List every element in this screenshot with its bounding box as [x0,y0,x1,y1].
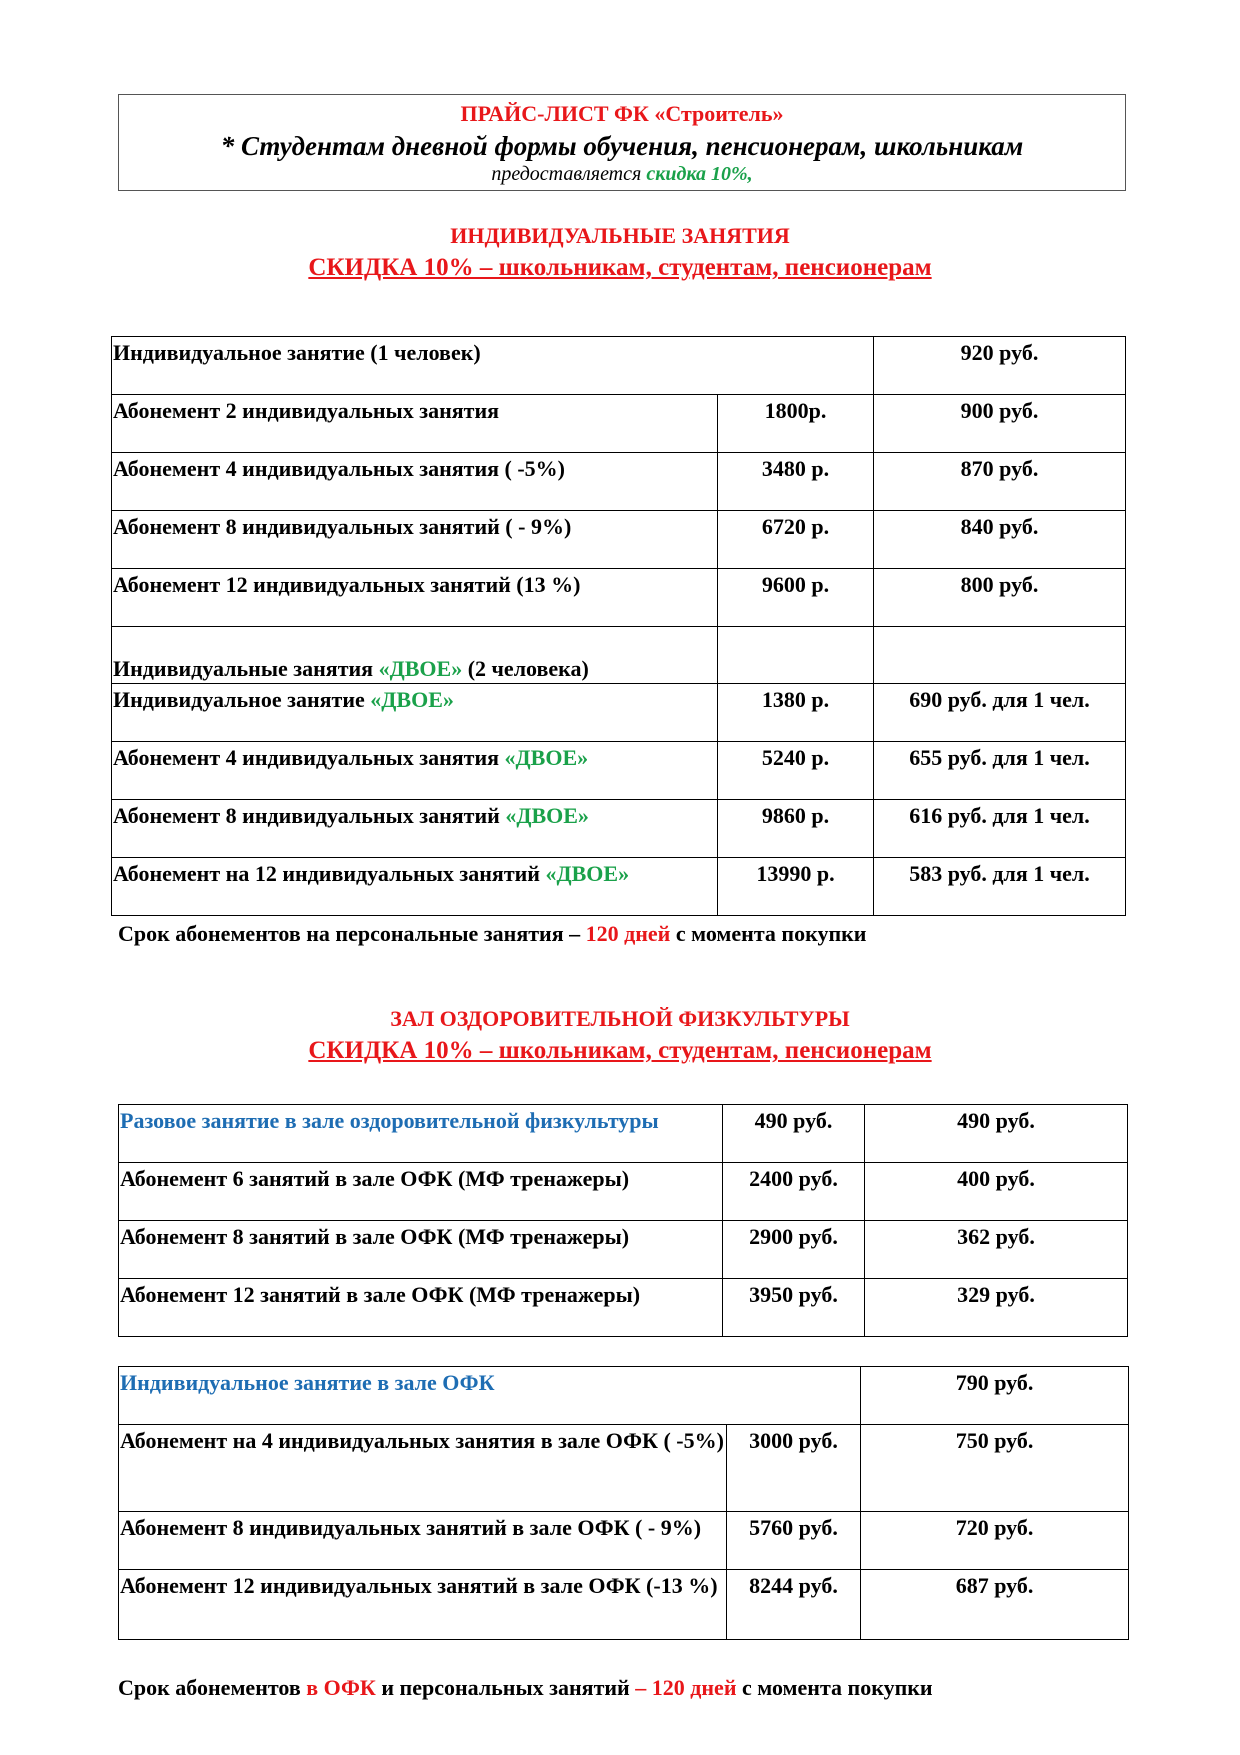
table-row [119,1163,1128,1221]
row-per-session: 362 руб. [865,1221,1128,1279]
row-label [112,858,718,916]
ofk-price-table [118,1104,1128,1337]
table-row [119,1570,1129,1640]
ofk-individual-price: 790 руб. [861,1367,1129,1425]
row-label-text: Индивидуальное занятие [113,687,371,712]
table-row [112,858,1126,916]
row-per-person: 690 руб. для 1 чел. [874,684,1126,742]
individual-price-table [111,336,1126,916]
row-per-session: 750 руб. [861,1425,1129,1512]
table-row [119,1105,1128,1163]
row-label: Абонемент 12 индивидуальных занятий в зале ОФК (-13 %) [119,1570,727,1640]
row-total: 5240 р. [718,742,874,800]
row-per-person: 655 руб. для 1 чел. [874,742,1126,800]
term-middle: и персональных занятий [375,1675,636,1700]
ofk-individual-label: Индивидуальное занятие в зале ОФК [119,1367,861,1425]
individual-section-title: ИНДИВИДУАЛЬНЫЕ ЗАНЯТИЯ [450,223,790,248]
table-row [119,1512,1129,1570]
row-total: 3000 руб. [727,1425,861,1512]
table-row [119,1279,1128,1337]
table-row [112,684,1126,742]
individual-term-note [118,921,866,947]
term-days: 120 дней [585,921,671,946]
ofk-discount: СКИДКА 10% – школьникам, студентам, пенсионерам [308,1037,932,1064]
duo-header-prefix: Индивидуальные занятия [113,656,379,681]
table-row [112,511,1126,569]
row-per-session: 687 руб. [861,1570,1129,1640]
duo-accent: «ДВОЕ» [545,861,630,886]
ofk-individual-table [118,1366,1129,1640]
row-per-session: 870 руб. [874,453,1126,511]
row-label: Абонемент 8 занятий в зале ОФК (МФ тренажеры) [119,1221,723,1279]
term-suffix: с момента покупки [736,1675,933,1700]
single-session-label: Индивидуальное занятие (1 человек) [112,337,874,395]
row-total: 2400 руб. [723,1163,865,1221]
term-ofk-accent: в ОФК [306,1675,376,1700]
row-label [112,800,718,858]
table-row [119,1425,1129,1512]
row-per-person: 616 руб. для 1 чел. [874,800,1126,858]
table-row [112,569,1126,627]
price-list-header [118,94,1126,191]
duo-header-suffix: (2 человека) [462,656,589,681]
term-suffix: с момента покупки [670,921,867,946]
row-total: 1800р. [718,395,874,453]
ofk-section-title: ЗАЛ ОЗДОРОВИТЕЛЬНОЙ ФИЗКУЛЬТУРЫ [390,1006,850,1031]
row-per-person: 583 руб. для 1 чел. [874,858,1126,916]
row-label-text: Абонемент 4 индивидуальных занятия [113,745,505,770]
row-label: Абонемент 12 индивидуальных занятий (13 %) [112,569,718,627]
table-row [112,800,1126,858]
row-total: 1380 р. [718,684,874,742]
row-label: Абонемент 8 индивидуальных занятий в зале ОФК ( - 9%) [119,1512,727,1570]
duo-accent: «ДВОЕ» [378,656,463,681]
table-row [112,453,1126,511]
row-total: 3950 руб. [723,1279,865,1337]
row-label: Абонемент на 4 индивидуальных занятия в зале ОФК ( -5%) [119,1425,727,1512]
ofk-term-note [118,1675,933,1701]
table-row [112,742,1126,800]
price-list-title: ПРАЙС-ЛИСТ ФК «Строитель» [460,101,784,126]
discount-note [119,163,1125,186]
row-label-text: Абонемент на 12 индивидуальных занятий [113,861,546,886]
row-total: 9860 р. [718,800,874,858]
row-total: 8244 руб. [727,1570,861,1640]
discount-note-prefix: предоставляется [491,163,647,185]
row-label-text: Абонемент 8 индивидуальных занятий [113,803,506,828]
row-label: Абонемент 4 индивидуальных занятия ( -5%) [112,453,718,511]
row-per-session: 900 руб. [874,395,1126,453]
row-total: 490 руб. [723,1105,865,1163]
single-session-price: 920 руб. [874,337,1126,395]
row-per-session: 800 руб. [874,569,1126,627]
empty-cell [718,627,874,684]
row-label [112,684,718,742]
duo-accent: «ДВОЕ» [504,745,589,770]
row-label: Разовое занятие в зале оздоровительной физкультуры [119,1105,723,1163]
individual-discount: СКИДКА 10% – школьникам, студентам, пенсионерам [308,254,932,281]
row-total: 6720 р. [718,511,874,569]
duo-accent: «ДВОЕ» [505,803,589,828]
duo-header-label [112,627,718,684]
row-total: 5760 руб. [727,1512,861,1570]
row-total: 2900 руб. [723,1221,865,1279]
row-per-session: 720 руб. [861,1512,1129,1570]
row-label [112,742,718,800]
row-total: 13990 р. [718,858,874,916]
row-total: 3480 р. [718,453,874,511]
row-per-session: 400 руб. [865,1163,1128,1221]
row-per-session: 490 руб. [865,1105,1128,1163]
term-prefix: Срок абонементов на персональные занятия – [118,921,586,946]
table-row [119,1367,1129,1425]
table-row [112,395,1126,453]
table-row [112,337,1126,395]
duo-accent: «ДВОЕ» [370,687,454,712]
row-label: Абонемент 12 занятий в зале ОФК (МФ тренажеры) [119,1279,723,1337]
row-label: Абонемент 2 индивидуальных занятия [112,395,718,453]
row-per-session: 840 руб. [874,511,1126,569]
term-days: – 120 дней [635,1675,737,1700]
row-total: 9600 р. [718,569,874,627]
row-per-session: 329 руб. [865,1279,1128,1337]
table-row [119,1221,1128,1279]
table-row [112,627,1126,684]
empty-cell [874,627,1126,684]
discount-eligibility: * Студентам дневной формы обучения, пенсионерам, школьникам [220,131,1024,161]
term-prefix: Срок абонементов [118,1675,307,1700]
discount-amount: скидка 10%, [646,163,753,185]
row-label: Абонемент 6 занятий в зале ОФК (МФ тренажеры) [119,1163,723,1221]
row-label: Абонемент 8 индивидуальных занятий ( - 9%) [112,511,718,569]
